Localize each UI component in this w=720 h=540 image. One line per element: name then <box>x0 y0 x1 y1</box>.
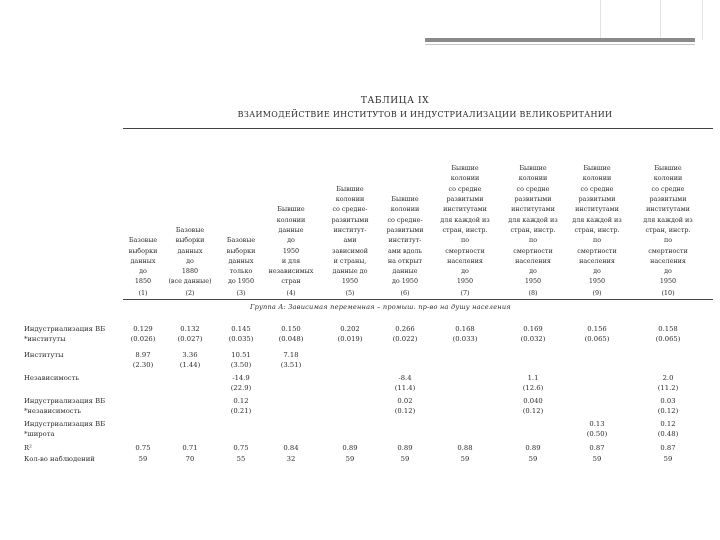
table-cell-coef: 0.75 <box>135 444 151 452</box>
table-header-rule <box>123 299 713 300</box>
column-number: (4) <box>286 288 296 297</box>
table-cell-coef: 0.158 <box>658 325 678 333</box>
column-header-text: Бывшие колонии со средне развитыми институтами для каждой из стран, инстр. по смертности населения до 1950 <box>572 164 622 286</box>
table-cell-coef: 0.03 <box>660 397 676 405</box>
table-cell-coef: 70 <box>185 455 195 463</box>
table-cell-coef: 0.88 <box>457 444 473 452</box>
table-cell-se: (0.035) <box>228 335 254 343</box>
table-subtitle: ВЗАИМОДЕЙСТВИЕ ИНСТИТУТОВ И ИНДУСТРИАЛИЗАЦИИ ВЕЛИКОБРИТАНИИ <box>237 110 613 119</box>
panel-title: Группа А: Зависимая переменная – промыш. пр-во на душу населения <box>250 303 511 311</box>
table-cell-se: (0.032) <box>520 335 546 343</box>
table-cell-coef: 0.12 <box>660 420 676 428</box>
table-cell-se: (11.4) <box>394 384 416 392</box>
row-label <box>24 419 105 439</box>
row-label <box>24 443 32 453</box>
column-number: (2) <box>185 288 195 297</box>
table-cell-coef: 0.87 <box>660 444 676 452</box>
table-cell-coef: 0.169 <box>523 325 543 333</box>
table-cell-coef: 0.71 <box>182 444 198 452</box>
table-cell-se: (1.44) <box>179 361 201 369</box>
column-number: (5) <box>345 288 355 297</box>
table-cell-se: (12.6) <box>522 384 544 392</box>
table-cell-coef: 0.12 <box>233 397 249 405</box>
column-header-text: Бывшие колонии со средне- развитыми институт- ами зависимой и страны, данные до 1950 <box>331 184 369 286</box>
table-cell-se: (0.022) <box>392 335 418 343</box>
column-header-text: Бывшие колонии со средне развитыми институтами для каждой из стран, инстр. по смертности населения до 1950 <box>643 164 693 286</box>
table-cell-coef: 0.129 <box>133 325 153 333</box>
table-cell-coef: 59 <box>345 455 355 463</box>
table-cell-coef: 0.145 <box>231 325 251 333</box>
row-label <box>24 396 105 416</box>
row-label-line: Индустриализация ВБ <box>24 325 106 333</box>
table-cell-coef: 2.0 <box>662 374 674 382</box>
table-title: ТАБЛИЦА IX <box>360 96 430 106</box>
row-label <box>24 373 79 383</box>
column-header-text: Бывшие колонии со средне развитыми институтами для каждой из стран, инстр. по смертности населения до 1950 <box>508 164 558 286</box>
column-number: (9) <box>592 288 602 297</box>
table-cell-coef: -14.9 <box>232 374 250 382</box>
table-cell-coef: 0.87 <box>589 444 605 452</box>
table-cell-coef: 59 <box>460 455 470 463</box>
table-cell-coef: 10.51 <box>231 351 251 359</box>
column-header-text: Бывшие колонии со средне развитыми институтами для каждой из стран, инстр. по смертности населения до 1950 <box>440 164 490 286</box>
table-cell-se: (0.21) <box>230 407 252 415</box>
column-header <box>565 138 629 298</box>
frame-line <box>702 0 703 40</box>
table-cell-se: (0.026) <box>130 335 156 343</box>
table-cell-coef: 0.266 <box>395 325 415 333</box>
column-header <box>259 138 323 298</box>
table-cell-se: (22.9) <box>230 384 252 392</box>
column-header-text: Бывшие колонии со средне- развитыми институт- ами вдоль на открыт данные до 1950 <box>386 195 424 286</box>
table-cell-coef: 0.84 <box>283 444 299 452</box>
table-cell-coef: 0.168 <box>455 325 475 333</box>
table-cell-coef: 59 <box>528 455 538 463</box>
column-header-text: Базовые выборки данных до 1880 (все данные) <box>168 225 212 286</box>
table-cell-coef: -8.4 <box>398 374 412 382</box>
row-label-line: Индустриализация ВБ <box>24 420 106 428</box>
table-cell-coef: 0.040 <box>523 397 543 405</box>
table-cell-coef: 0.89 <box>397 444 413 452</box>
table-cell-se: (3.50) <box>230 361 252 369</box>
table-cell-coef: 0.156 <box>587 325 607 333</box>
table-cell-coef: 59 <box>592 455 602 463</box>
table-cell-se: (0.065) <box>584 335 610 343</box>
table-cell-se: (0.019) <box>337 335 363 343</box>
column-number: (8) <box>528 288 538 297</box>
table-cell-coef: 55 <box>236 455 246 463</box>
table-cell-coef: 59 <box>400 455 410 463</box>
column-header <box>501 138 565 298</box>
table-cell-coef: 0.202 <box>340 325 360 333</box>
column-number: (6) <box>400 288 410 297</box>
row-label <box>24 324 105 344</box>
column-header-text: Бывшие колонии данные до 1950 и для независимых стран <box>268 205 314 286</box>
table-cell-coef: 8.97 <box>135 351 151 359</box>
header-bar <box>425 38 695 42</box>
header-hairline <box>425 44 695 45</box>
column-header <box>433 138 497 298</box>
table-cell-coef: 32 <box>286 455 296 463</box>
row-label-line: Индустриализация ВБ <box>24 397 106 405</box>
table-cell-coef: 0.89 <box>525 444 541 452</box>
table-cell-se: (0.12) <box>522 407 544 415</box>
table-cell-coef: 59 <box>138 455 148 463</box>
table-cell-se: (0.12) <box>394 407 416 415</box>
row-label-line: Кол-во наблюдений <box>24 455 95 463</box>
table-cell-se: (0.033) <box>452 335 478 343</box>
row-label-line: *независимость <box>24 407 82 415</box>
table-cell-coef: 0.132 <box>180 325 200 333</box>
table-cell-coef: 0.02 <box>397 397 413 405</box>
table-cell-se: (2.30) <box>132 361 154 369</box>
column-header-text: Базовые выборки данных до 1850 <box>128 236 158 286</box>
table-cell-coef: 0.150 <box>281 325 301 333</box>
frame-line <box>660 0 661 40</box>
column-number: (1) <box>138 288 148 297</box>
table-cell-se: (0.065) <box>655 335 681 343</box>
column-number: (3) <box>236 288 246 297</box>
row-label-line: *широта <box>24 430 55 438</box>
row-label-line: Независимость <box>24 374 80 382</box>
column-header <box>636 138 700 298</box>
frame-line <box>600 0 601 40</box>
table-cell-coef: 59 <box>663 455 673 463</box>
table-cell-coef: 3.36 <box>182 351 198 359</box>
table-cell-se: (0.048) <box>278 335 304 343</box>
column-number: (10) <box>661 288 675 297</box>
table-cell-coef: 1.1 <box>527 374 539 382</box>
table-cell-coef: 0.75 <box>233 444 249 452</box>
table-cell-coef: 7.18 <box>283 351 299 359</box>
table-cell-se: (11.2) <box>657 384 679 392</box>
column-header-text: Базовые выборки данных только до 1950 <box>226 236 256 286</box>
row-label-line: *институты <box>24 335 66 343</box>
table-cell-se: (0.12) <box>657 407 679 415</box>
table-top-rule <box>123 128 713 129</box>
column-number: (7) <box>460 288 470 297</box>
column-header <box>373 138 437 298</box>
table-cell-se: (0.027) <box>177 335 203 343</box>
row-label <box>24 454 95 464</box>
table-cell-coef: 0.13 <box>589 420 605 428</box>
table-cell-coef: 0.89 <box>342 444 358 452</box>
row-label <box>24 350 63 360</box>
table-cell-se: (3.51) <box>280 361 302 369</box>
row-label-line: Институты <box>24 351 64 359</box>
table-cell-se: (0.48) <box>657 430 679 438</box>
table-cell-se: (0.50) <box>586 430 608 438</box>
row-label-line: R² <box>24 444 32 452</box>
